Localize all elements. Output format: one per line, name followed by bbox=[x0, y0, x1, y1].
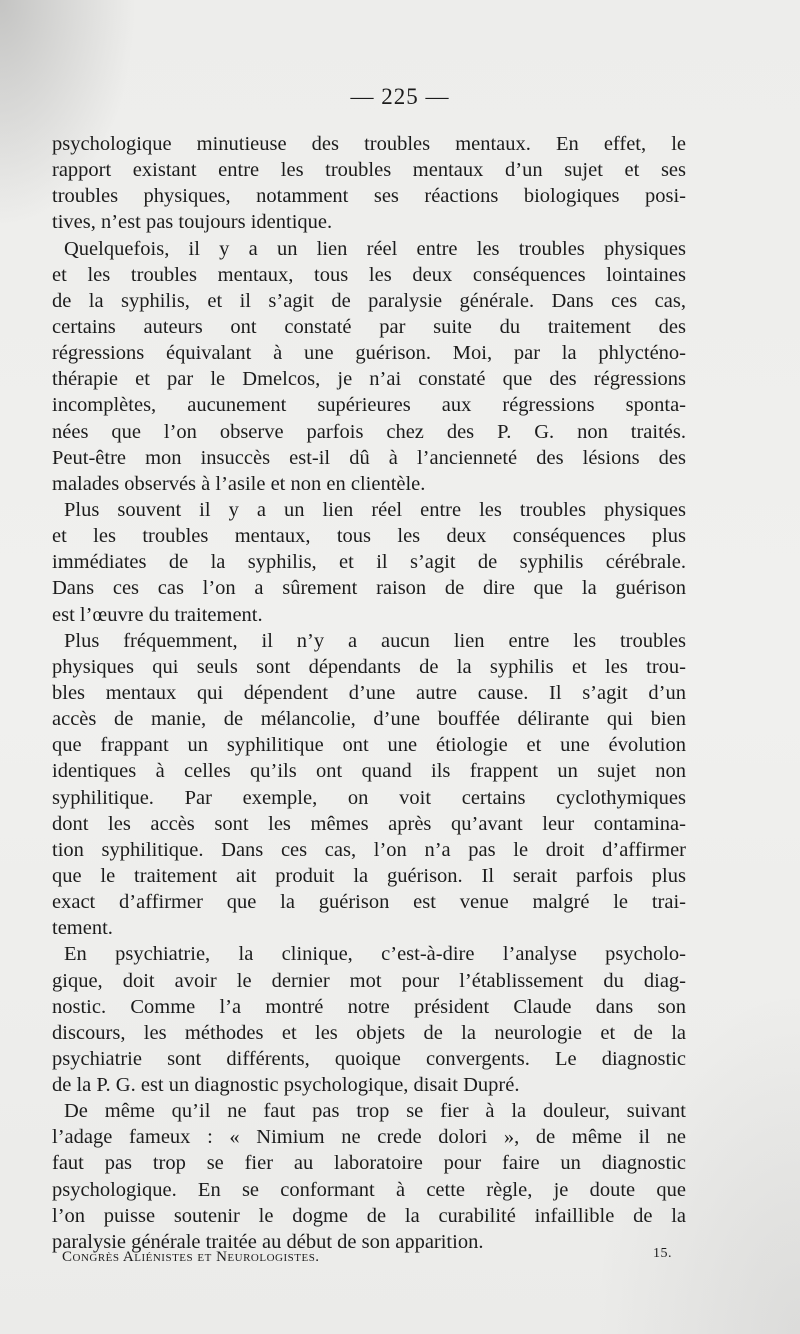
text-line: est l’œuvre du traitement. bbox=[52, 603, 263, 626]
text-line: thérapie et par le Dmelcos, je n’ai constaté que des régressions bbox=[52, 368, 686, 391]
text-line: accès de manie, de mélancolie, d’une bouffée délirante qui bien bbox=[52, 708, 686, 731]
text-line: Plus souvent il y a un lien réel entre les troubles physiques bbox=[64, 498, 686, 521]
text-line: En psychiatrie, la clinique, c’est-à-dire l’analyse psycholo- bbox=[64, 943, 686, 966]
text-line: syphilitique. Par exemple, on voit certains cyclothymiques bbox=[52, 786, 686, 809]
text-line: tement. bbox=[52, 917, 113, 940]
text-line: de la P. G. est un diagnostic psychologique, disait Dupré. bbox=[52, 1074, 520, 1097]
text-line: psychiatrie sont différents, quoique convergents. Le diagnostic bbox=[52, 1047, 686, 1070]
text-line: psychologique minutieuse des troubles mentaux. En effet, le bbox=[52, 133, 686, 155]
text-line: Dans ces cas l’on a sûrement raison de dire que la guérison bbox=[52, 577, 686, 600]
text-line: dont les accès sont les mêmes après qu’avant leur contamina- bbox=[52, 812, 686, 835]
text-line: discours, les méthodes et les objets de la neurologie et de la bbox=[52, 1021, 686, 1044]
text-line: tion syphilitique. Dans ces cas, l’on n’a pas le droit d’affirmer bbox=[52, 838, 686, 861]
page-number: — 225 — bbox=[350, 84, 450, 109]
text-line: rapport existant entre les troubles mentaux d’un sujet et ses bbox=[52, 159, 686, 182]
text-line: immédiates de la syphilis, et il s’agit de syphilis cérébrale. bbox=[52, 551, 686, 574]
text-line: exact d’affirmer que la guérison est venue malgré le trai- bbox=[52, 891, 686, 914]
text-line: que frappant un syphilitique ont une étiologie et une évolution bbox=[52, 734, 686, 757]
text-line: l’on puisse soutenir le dogme de la curabilité infaillible de la bbox=[52, 1204, 686, 1227]
text-line: nées que l’on observe parfois chez des P. G. non traités. bbox=[52, 420, 686, 443]
text-line: certains auteurs ont constaté par suite du traitement des bbox=[52, 315, 686, 338]
text-line: gique, doit avoir le dernier mot pour l’établissement du diag- bbox=[52, 969, 686, 992]
text-line: Plus fréquemment, il n’y a aucun lien entre les troubles bbox=[64, 629, 686, 652]
footer-signature-mark: 15. bbox=[653, 1246, 672, 1261]
text-line: incomplètes, aucunement supérieures aux régressions sponta- bbox=[52, 394, 686, 417]
text-line: de la syphilis, et il s’agit de paralysie générale. Dans ces cas, bbox=[52, 289, 686, 312]
text-line: Quelquefois, il y a un lien réel entre les troubles physiques bbox=[64, 237, 686, 260]
body-text bbox=[52, 131, 686, 1255]
text-line: et les troubles mentaux, tous les deux conséquences plus bbox=[52, 525, 686, 548]
text-line: De même qu’il ne faut pas trop se fier à la douleur, suivant bbox=[64, 1100, 686, 1123]
text-line: l’adage fameux : « Nimium ne crede dolori », de même il ne bbox=[52, 1126, 686, 1149]
text-line: tives, n’est pas toujours identique. bbox=[52, 211, 333, 234]
text-line: régressions équivalant à une guérison. Moi, par la phlycténo- bbox=[52, 342, 686, 365]
text-line: physiques qui seuls sont dépendants de la syphilis et les trou- bbox=[52, 655, 686, 678]
text-line: psychologique. En se conformant à cette règle, je doute que bbox=[52, 1178, 686, 1201]
page-footer bbox=[62, 1246, 672, 1275]
text-line: paralysie générale traitée au début de son apparition. bbox=[52, 1230, 484, 1253]
text-line: et les troubles mentaux, tous les deux conséquences lointaines bbox=[52, 263, 686, 286]
text-line: que le traitement ait produit la guérison. Il serait parfois plus bbox=[52, 864, 686, 887]
text-line: Peut-être mon insuccès est-il dû à l’ancienneté des lésions des bbox=[52, 446, 686, 469]
text-line: bles mentaux qui dépendent d’une autre cause. Il s’agit d’un bbox=[52, 681, 686, 704]
text-line: identiques à celles qu’ils ont quand ils frappent un sujet non bbox=[52, 760, 686, 783]
text-line: malades observés à l’asile et non en clientèle. bbox=[52, 472, 426, 495]
text-line: faut pas trop se fier au laboratoire pour faire un diagnostic bbox=[52, 1152, 686, 1175]
footer-journal-title: Congrès Aliénistes et Neurologistes. bbox=[62, 1249, 320, 1265]
text-line: nostic. Comme l’a montré notre président Claude dans son bbox=[52, 995, 686, 1018]
text-line: troubles physiques, notamment ses réactions biologiques posi- bbox=[52, 185, 686, 208]
